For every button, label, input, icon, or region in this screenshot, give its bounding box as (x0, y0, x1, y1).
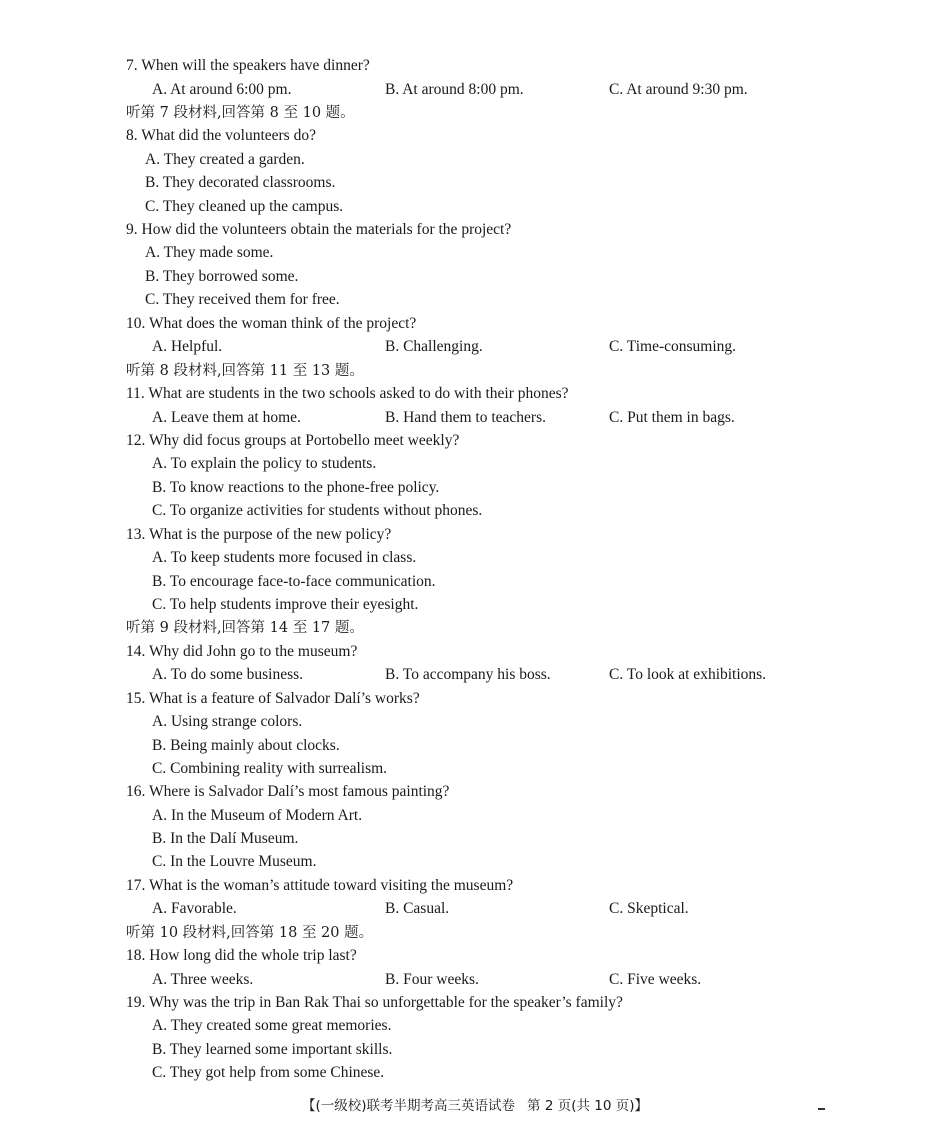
question-10-option-b: B. Challenging. (385, 338, 483, 355)
section-heading-8: 听第 8 段材料,回答第 11 至 13 题。 (126, 363, 364, 379)
question-19-option-b: B. They learned some important skills. (152, 1041, 393, 1058)
question-7-option-c: C. At around 9:30 pm. (609, 81, 748, 98)
footer-page-number: 第 2 页(共 10 页)】 (527, 1098, 648, 1114)
question-8-stem: 8. What did the volunteers do? (126, 127, 316, 144)
question-18-option-b: B. Four weeks. (385, 971, 479, 988)
question-11-option-b: B. Hand them to teachers. (385, 409, 546, 426)
question-16-stem: 16. Where is Salvador Dalí’s most famous painting? (126, 783, 450, 800)
question-14-stem: 14. Why did John go to the museum? (126, 643, 358, 660)
question-7-option-a: A. At around 6:00 pm. (152, 81, 292, 98)
question-15-option-a: A. Using strange colors. (152, 713, 303, 730)
question-14-option-b: B. To accompany his boss. (385, 666, 551, 683)
footer-exam-title: 【(一级校)联考半期考高三英语试卷 (301, 1098, 516, 1114)
question-18-option-a: A. Three weeks. (152, 971, 254, 988)
section-heading-9: 听第 9 段材料,回答第 14 至 17 题。 (126, 620, 364, 636)
question-11-stem: 11. What are students in the two schools asked to do with their phones? (126, 385, 569, 402)
question-19-option-c: C. They got help from some Chinese. (152, 1064, 385, 1081)
question-16-option-c: C. In the Louvre Museum. (152, 853, 317, 870)
question-12-stem: 12. Why did focus groups at Portobello meet weekly? (126, 432, 460, 449)
question-10-option-c: C. Time-consuming. (609, 338, 737, 355)
question-17-option-a: A. Favorable. (152, 900, 237, 917)
question-17-option-c: C. Skeptical. (609, 900, 689, 917)
question-13-option-c: C. To help students improve their eyesight. (152, 596, 419, 613)
question-13-option-b: B. To encourage face-to-face communication. (152, 573, 436, 590)
question-7-stem: 7. When will the speakers have dinner? (126, 57, 370, 74)
question-8-option-b: B. They decorated classrooms. (145, 174, 336, 191)
question-10-option-a: A. Helpful. (152, 338, 223, 355)
question-19-option-a: A. They created some great memories. (152, 1017, 392, 1034)
question-18-option-c: C. Five weeks. (609, 971, 702, 988)
question-15-stem: 15. What is a feature of Salvador Dalí’s works? (126, 690, 420, 707)
question-9-option-a: A. They made some. (145, 244, 274, 261)
footer-mark (818, 1108, 825, 1110)
question-14-option-a: A. To do some business. (152, 666, 304, 683)
section-heading-7: 听第 7 段材料,回答第 8 至 10 题。 (126, 105, 355, 121)
page-footer (0, 1096, 950, 1116)
question-19-stem: 19. Why was the trip in Ban Rak Thai so unforgettable for the speaker’s family? (126, 994, 623, 1011)
question-9-stem: 9. How did the volunteers obtain the materials for the project? (126, 221, 512, 238)
question-13-option-a: A. To keep students more focused in class. (152, 549, 417, 566)
question-12-option-b: B. To know reactions to the phone-free policy. (152, 479, 440, 496)
question-15-option-b: B. Being mainly about clocks. (152, 737, 340, 754)
question-8-option-c: C. They cleaned up the campus. (145, 198, 344, 215)
question-12-option-c: C. To organize activities for students without phones. (152, 502, 483, 519)
question-11-option-a: A. Leave them at home. (152, 409, 301, 426)
question-13-stem: 13. What is the purpose of the new policy? (126, 526, 392, 543)
question-11-option-c: C. Put them in bags. (609, 409, 735, 426)
question-10-stem: 10. What does the woman think of the project? (126, 315, 417, 332)
question-7-option-b: B. At around 8:00 pm. (385, 81, 524, 98)
question-16-option-b: B. In the Dalí Museum. (152, 830, 299, 847)
question-15-option-c: C. Combining reality with surrealism. (152, 760, 388, 777)
section-heading-10: 听第 10 段材料,回答第 18 至 20 题。 (126, 925, 374, 941)
question-18-stem: 18. How long did the whole trip last? (126, 947, 357, 964)
question-9-option-c: C. They received them for free. (145, 291, 340, 308)
question-8-option-a: A. They created a garden. (145, 151, 305, 168)
question-17-stem: 17. What is the woman’s attitude toward visiting the museum? (126, 877, 514, 894)
question-12-option-a: A. To explain the policy to students. (152, 455, 377, 472)
question-16-option-a: A. In the Museum of Modern Art. (152, 807, 363, 824)
question-9-option-b: B. They borrowed some. (145, 268, 299, 285)
question-14-option-c: C. To look at exhibitions. (609, 666, 767, 683)
question-17-option-b: B. Casual. (385, 900, 450, 917)
